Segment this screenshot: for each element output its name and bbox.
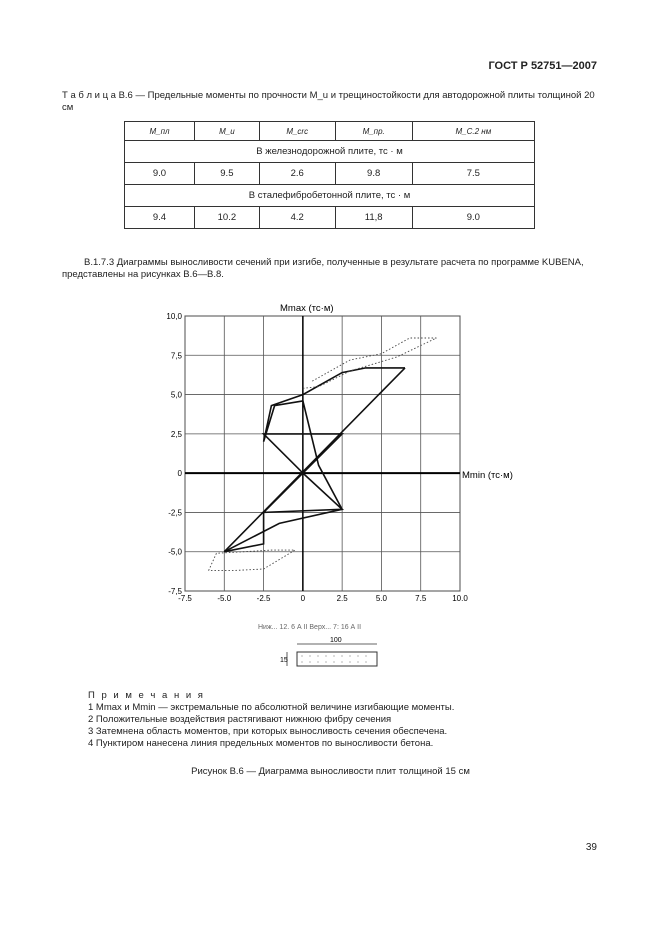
table-cell: 9.0 xyxy=(125,163,195,185)
table-cell: 11,8 xyxy=(335,207,412,229)
endurance-diagram xyxy=(160,298,513,678)
table-cell: 4.2 xyxy=(259,207,335,229)
table-row xyxy=(125,207,535,229)
moments-table xyxy=(124,121,535,229)
table-cell: 2.6 xyxy=(259,163,335,185)
note-item: 1 Mmax и Mmin — экстремальные по абсолютной величине изгибающие моменты. xyxy=(88,702,455,713)
table-header-cell: M_С.2 нм xyxy=(412,122,534,141)
sketch-width-label: 100 xyxy=(330,637,342,644)
table-section-title: В сталефибробетонной плите, тс · м xyxy=(125,185,535,207)
table-section-row xyxy=(125,185,535,207)
note-item: 2 Положительные воздействия растягивают нижнюю фибру сечения xyxy=(88,714,392,725)
table-cell: 9.8 xyxy=(335,163,412,185)
x-tick-label: 10.0 xyxy=(452,594,468,603)
table-cell: 7.5 xyxy=(412,163,534,185)
table-header-cell: M_пл xyxy=(125,122,195,141)
chart-line-dotted xyxy=(209,550,295,571)
chart-line-solid xyxy=(224,368,405,552)
table-header-cell: M_crc xyxy=(259,122,335,141)
note-item: 3 Затемнена область моментов, при которых выносливость сечения обеспечена. xyxy=(88,726,448,737)
y-tick-label: 7,5 xyxy=(170,351,182,361)
table-cell: 9.0 xyxy=(412,207,534,229)
y-tick-label: -5,0 xyxy=(168,547,182,557)
y-tick-label: 0 xyxy=(177,469,182,479)
chart-series xyxy=(209,338,437,571)
table-header-row xyxy=(125,122,535,141)
table-section-row xyxy=(125,141,535,163)
chart-x-axis-label: Mmin (тс·м) xyxy=(462,470,513,481)
doc-header: ГОСТ Р 52751—2007 xyxy=(488,60,597,72)
chart-y-axis-label: Mmax (тс·м) xyxy=(280,303,334,314)
note-item: 4 Пунктиром нанесена линия предельных моментов по выносливости бетона. xyxy=(88,738,434,749)
x-tick-label: 7.5 xyxy=(415,594,427,603)
y-tick-label: -2,5 xyxy=(168,508,182,518)
figure-caption: Рисунок В.6 — Диаграмма выносливости плит толщиной 15 см xyxy=(191,766,470,777)
table-section-title: В железнодорожной плите, тс · м xyxy=(125,141,535,163)
sketch-height-label: 15 xyxy=(280,657,288,664)
table-cell: 9.5 xyxy=(194,163,259,185)
table-header-cell: M_u xyxy=(194,122,259,141)
x-tick-label: 5.0 xyxy=(375,594,387,603)
x-tick-label: -2.5 xyxy=(256,594,271,603)
section-sketch xyxy=(280,637,377,666)
table-cell: 9.4 xyxy=(125,207,195,229)
table-caption: Т а б л и ц а В.6 — Предельные моменты по прочности M_u и трещиностойкости для автодорожной плиты толщиной 20 см xyxy=(62,90,595,113)
table-header-cell: M_пр. xyxy=(335,122,412,141)
y-tick-label: -7,5 xyxy=(168,587,182,596)
x-tick-label: 2.5 xyxy=(336,594,348,603)
x-tick-label: -5.0 xyxy=(217,594,232,603)
chart-legend-text: Ниж... 12. 6 А II Верх... 7: 16 А II xyxy=(258,624,362,631)
x-tick-label: -7.5 xyxy=(178,594,192,603)
table-cell: 10.2 xyxy=(194,207,259,229)
chart-line-dotted xyxy=(303,338,437,388)
y-tick-label: 5,0 xyxy=(170,390,182,400)
x-tick-label: 0 xyxy=(300,594,306,603)
table-row xyxy=(125,163,535,185)
notes-block xyxy=(88,690,454,750)
y-tick-label: 2,5 xyxy=(170,429,182,439)
page-number: 39 xyxy=(585,842,597,853)
notes-title: П р и м е ч а н и я xyxy=(88,690,205,701)
body-paragraph: В.1.7.3 Диаграммы выносливости сечений при изгибе, полученные в результате расчета по программе KUBENA, представлены на рисунках В.6—В.8. xyxy=(62,257,584,280)
y-tick-label: 10,0 xyxy=(166,312,182,321)
